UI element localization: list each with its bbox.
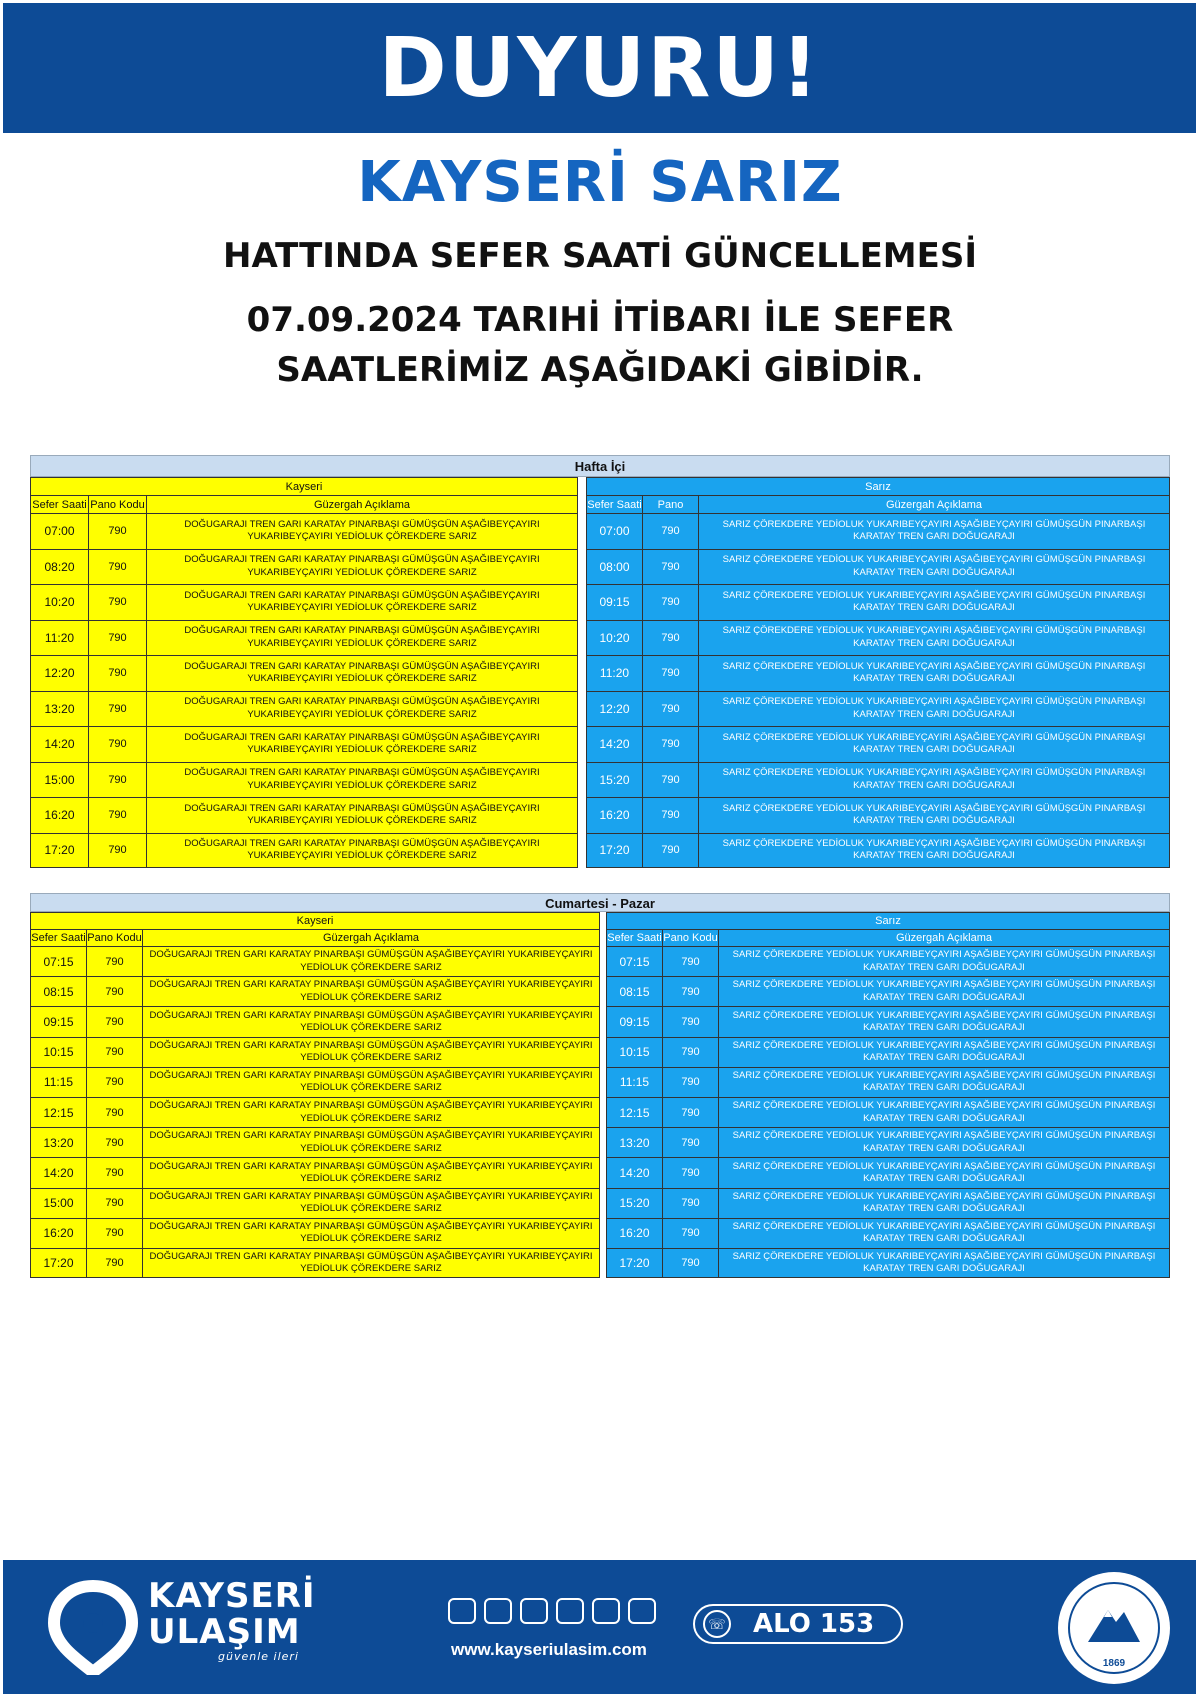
route-description: SARIZ ÇÖREKDERE YEDİOLUK YUKARIBEYÇAYIRI AŞAĞIBEYÇAYIRI GÜMÜŞGÜN PINARBAŞI KARATAY TREN GARI DOĞUGARAJI <box>722 802 1146 827</box>
header-sefer-saati: Sefer Saati <box>587 496 643 513</box>
departure-time: 14:20 <box>587 727 643 762</box>
weekend-kayseri-header-row <box>30 929 600 946</box>
departure-time: 13:20 <box>31 692 89 727</box>
departure-time: 12:20 <box>31 656 89 691</box>
mountain-icon <box>1086 1602 1142 1646</box>
departure-time: 09:15 <box>31 1007 87 1036</box>
schedule-row <box>30 1188 600 1218</box>
pano-code: 790 <box>89 692 147 727</box>
weekend-schedule-table <box>30 893 1170 1278</box>
pano-code: 790 <box>663 1038 719 1067</box>
departure-time: 09:15 <box>587 585 643 620</box>
departure-time: 15:20 <box>607 1189 663 1218</box>
pano-code: 790 <box>663 1007 719 1036</box>
pano-code: 790 <box>87 1038 143 1067</box>
taxi-icon <box>628 1598 656 1624</box>
departure-time: 10:15 <box>607 1038 663 1067</box>
route-description: SARIZ ÇÖREKDERE YEDİOLUK YUKARIBEYÇAYIRI AŞAĞIBEYÇAYIRI GÜMÜŞGÜN PINARBAŞI KARATAY TREN GARI DOĞUGARAJI <box>732 949 1156 973</box>
pano-code: 790 <box>643 585 699 620</box>
pano-code: 790 <box>89 550 147 585</box>
header-guzergah: Güzergah Açıklama <box>323 932 419 944</box>
departure-time: 11:20 <box>587 656 643 691</box>
announcement-banner <box>3 3 1196 133</box>
pano-code: 790 <box>87 1219 143 1248</box>
route-description: DOĞUGARAJI TREN GARI KARATAY PINARBAŞI GÜMÜŞGÜN AŞAĞIBEYÇAYIRI YUKARIBEYÇAYIRI YEDİOLUK ÇÖREKDERE SARIZ <box>184 518 540 543</box>
headline-line-3: SAATLERİMİZ AŞAĞIDAKİ GİBİDİR. <box>276 350 924 390</box>
departure-time: 10:20 <box>31 585 89 620</box>
header-sefer-saati: Sefer Saati <box>31 496 89 513</box>
departure-time: 16:20 <box>587 798 643 833</box>
departure-time: 13:20 <box>31 1128 87 1157</box>
pano-code: 790 <box>89 798 147 833</box>
schedule-row <box>586 655 1170 691</box>
pano-code: 790 <box>663 1158 719 1187</box>
departure-time: 07:15 <box>607 947 663 976</box>
departure-time: 11:15 <box>31 1068 87 1097</box>
route-description: SARIZ ÇÖREKDERE YEDİOLUK YUKARIBEYÇAYIRI AŞAĞIBEYÇAYIRI GÜMÜŞGÜN PINARBAŞI KARATAY TREN GARI DOĞUGARAJI <box>732 1130 1156 1154</box>
kayseri-ulasim-logo-icon <box>48 1580 138 1675</box>
departure-time: 08:15 <box>31 977 87 1006</box>
schedule-row <box>30 655 578 691</box>
route-description: DOĞUGARAJI TREN GARI KARATAY PINARBAŞI GÜMÜŞGÜN AŞAĞIBEYÇAYIRI YUKARIBEYÇAYIRI YEDİOLUK ÇÖREKDERE SARIZ <box>184 802 540 827</box>
route-description: DOĞUGARAJI TREN GARI KARATAY PINARBAŞI GÜMÜŞGÜN AŞAĞIBEYÇAYIRI YUKARIBEYÇAYIRI YEDİOLUK ÇÖREKDERE SARIZ <box>184 589 540 614</box>
route-description: DOĞUGARAJI TREN GARI KARATAY PINARBAŞI GÜMÜŞGÜN AŞAĞIBEYÇAYIRI YUKARIBEYÇAYIRI YEDİOLUK ÇÖREKDERE SARIZ <box>184 731 540 756</box>
schedule-row <box>606 1248 1170 1278</box>
route-description: SARIZ ÇÖREKDERE YEDİOLUK YUKARIBEYÇAYIRI AŞAĞIBEYÇAYIRI GÜMÜŞGÜN PINARBAŞI KARATAY TREN GARI DOĞUGARAJI <box>722 589 1146 614</box>
route-title: KAYSERİ SARIZ <box>357 150 843 215</box>
schedule-row <box>30 691 578 727</box>
weekday-sariz-side <box>586 477 1170 868</box>
route-description: SARIZ ÇÖREKDERE YEDİOLUK YUKARIBEYÇAYIRI AŞAĞIBEYÇAYIRI GÜMÜŞGÜN PINARBAŞI KARATAY TREN GARI DOĞUGARAJI <box>732 1100 1156 1124</box>
pano-code: 790 <box>663 1249 719 1277</box>
schedule-row <box>606 1218 1170 1248</box>
departure-time: 16:20 <box>607 1219 663 1248</box>
schedule-row <box>586 833 1170 869</box>
pano-code: 790 <box>87 1098 143 1127</box>
bus-icon <box>484 1598 512 1624</box>
schedule-row <box>30 1006 600 1036</box>
schedule-row <box>30 1037 600 1067</box>
route-description: SARIZ ÇÖREKDERE YEDİOLUK YUKARIBEYÇAYIRI AŞAĞIBEYÇAYIRI GÜMÜŞGÜN PINARBAŞI KARATAY TREN GARI DOĞUGARAJI <box>732 1250 1156 1274</box>
departure-time: 14:20 <box>607 1158 663 1187</box>
pano-code: 790 <box>663 1098 719 1127</box>
schedule-row <box>30 549 578 585</box>
schedule-row <box>30 584 578 620</box>
schedule-row <box>30 833 578 869</box>
route-description: DOĞUGARAJI TREN GARI KARATAY PINARBAŞI GÜMÜŞGÜN AŞAĞIBEYÇAYIRI YUKARIBEYÇAYIRI YEDİOLUK ÇÖREKDERE SARIZ <box>149 1039 593 1064</box>
route-description: SARIZ ÇÖREKDERE YEDİOLUK YUKARIBEYÇAYIRI AŞAĞIBEYÇAYIRI GÜMÜŞGÜN PINARBAŞI KARATAY TREN GARI DOĞUGARAJI <box>722 696 1146 720</box>
pano-code: 790 <box>89 727 147 762</box>
car-icon <box>556 1598 584 1624</box>
route-description: SARIZ ÇÖREKDERE YEDİOLUK YUKARIBEYÇAYIRI AŞAĞIBEYÇAYIRI GÜMÜŞGÜN PINARBAŞI KARATAY TREN GARI DOĞUGARAJI <box>722 837 1146 862</box>
schedule-row <box>606 1157 1170 1187</box>
schedule-row <box>30 1097 600 1127</box>
municipality-seal-logo <box>1058 1572 1170 1684</box>
departure-time: 12:20 <box>587 692 643 727</box>
pano-code: 790 <box>89 834 147 868</box>
route-description: DOĞUGARAJI TREN GARI KARATAY PINARBAŞI GÜMÜŞGÜN AŞAĞIBEYÇAYIRI YUKARIBEYÇAYIRI YEDİOLUK ÇÖREKDERE SARIZ <box>184 767 540 791</box>
schedule-row <box>30 513 578 549</box>
pano-code: 790 <box>643 727 699 762</box>
route-description: DOĞUGARAJI TREN GARI KARATAY PINARBAŞI GÜMÜŞGÜN AŞAĞIBEYÇAYIRI YUKARIBEYÇAYIRI YEDİOLUK ÇÖREKDERE SARIZ <box>149 1190 593 1215</box>
pano-code: 790 <box>87 1158 143 1187</box>
route-description: SARIZ ÇÖREKDERE YEDİOLUK YUKARIBEYÇAYIRI AŞAĞIBEYÇAYIRI GÜMÜŞGÜN PINARBAŞI KARATAY TREN GARI DOĞUGARAJI <box>732 1009 1156 1033</box>
pano-code: 790 <box>89 656 147 691</box>
route-description: SARIZ ÇÖREKDERE YEDİOLUK YUKARIBEYÇAYIRI AŞAĞIBEYÇAYIRI GÜMÜŞGÜN PINARBAŞI KARATAY TREN GARI DOĞUGARAJI <box>732 979 1156 1003</box>
brand-block <box>148 1578 316 1663</box>
departure-time: 07:15 <box>31 947 87 976</box>
brand-line-1: KAYSERİ <box>148 1576 316 1616</box>
departure-time: 17:20 <box>31 834 89 868</box>
header-pano-kodu: Pano Kodu <box>663 932 718 944</box>
schedule-row <box>586 691 1170 727</box>
pano-code: 790 <box>87 947 143 976</box>
pano-code: 790 <box>89 514 147 549</box>
weekend-sariz-header-row <box>606 929 1170 946</box>
schedule-row <box>586 726 1170 762</box>
departure-time: 14:20 <box>31 727 89 762</box>
schedule-row <box>30 762 578 798</box>
pano-code: 790 <box>643 514 699 549</box>
schedule-row <box>586 549 1170 585</box>
headline-line-1: HATTINDA SEFER SAATİ GÜNCELLEMESİ <box>222 236 977 276</box>
weekday-kayseri-side <box>30 477 578 868</box>
schedule-row <box>30 1248 600 1278</box>
schedule-row <box>30 797 578 833</box>
schedule-row <box>586 762 1170 798</box>
departure-time: 11:15 <box>607 1068 663 1097</box>
departure-time: 17:20 <box>607 1249 663 1277</box>
pano-code: 790 <box>87 1068 143 1097</box>
schedule-row <box>30 1218 600 1248</box>
weekday-title: Hafta İçi <box>30 455 1170 477</box>
pano-code: 790 <box>643 621 699 656</box>
route-description: DOĞUGARAJI TREN GARI KARATAY PINARBAŞI GÜMÜŞGÜN AŞAĞIBEYÇAYIRI YUKARIBEYÇAYIRI YEDİOLUK ÇÖREKDERE SARIZ <box>149 1009 593 1033</box>
departure-time: 10:20 <box>587 621 643 656</box>
website-link[interactable]: www.kayseriulasim.com <box>451 1640 647 1659</box>
route-description: DOĞUGARAJI TREN GARI KARATAY PINARBAŞI GÜMÜŞGÜN AŞAĞIBEYÇAYIRI YUKARIBEYÇAYIRI YEDİOLUK ÇÖREKDERE SARIZ <box>184 837 540 862</box>
pano-code: 790 <box>87 1249 143 1277</box>
seal-year: 1869 <box>1102 1658 1126 1669</box>
route-description: DOĞUGARAJI TREN GARI KARATAY PINARBAŞI GÜMÜŞGÜN AŞAĞIBEYÇAYIRI YUKARIBEYÇAYIRI YEDİOLUK ÇÖREKDERE SARIZ <box>149 949 593 973</box>
pano-code: 790 <box>663 1189 719 1218</box>
tram-icon <box>448 1598 476 1624</box>
route-description: DOĞUGARAJI TREN GARI KARATAY PINARBAŞI GÜMÜŞGÜN AŞAĞIBEYÇAYIRI YUKARIBEYÇAYIRI YEDİOLUK ÇÖREKDERE SARIZ <box>149 1070 593 1094</box>
pano-code: 790 <box>663 977 719 1006</box>
pano-code: 790 <box>643 834 699 868</box>
pano-code: 790 <box>643 798 699 833</box>
header-guzergah: Güzergah Açıklama <box>896 932 992 944</box>
pano-code: 790 <box>87 1128 143 1157</box>
weekend-sariz-side <box>606 912 1170 1278</box>
departure-time: 12:15 <box>607 1098 663 1127</box>
header-sefer-saati: Sefer Saati <box>607 932 662 944</box>
schedule-row <box>30 1067 600 1097</box>
weekend-kayseri-side <box>30 912 600 1278</box>
header-guzergah: Güzergah Açıklama <box>314 498 410 511</box>
departure-time: 17:20 <box>587 834 643 868</box>
announcement-title: DUYURU! <box>378 20 821 116</box>
departure-time: 15:20 <box>587 763 643 798</box>
route-description: SARIZ ÇÖREKDERE YEDİOLUK YUKARIBEYÇAYIRI AŞAĞIBEYÇAYIRI GÜMÜŞGÜN PINARBAŞI KARATAY TREN GARI DOĞUGARAJI <box>732 1070 1156 1094</box>
route-description: DOĞUGARAJI TREN GARI KARATAY PINARBAŞI GÜMÜŞGÜN AŞAĞIBEYÇAYIRI YUKARIBEYÇAYIRI YEDİOLUK ÇÖREKDERE SARIZ <box>184 554 540 578</box>
pano-code: 790 <box>87 1007 143 1036</box>
phone-icon: ☏ <box>703 1610 731 1638</box>
departure-time: 09:15 <box>607 1007 663 1036</box>
schedule-row <box>30 1157 600 1187</box>
transport-icons <box>448 1598 656 1624</box>
pano-code: 790 <box>663 1068 719 1097</box>
route-description: SARIZ ÇÖREKDERE YEDİOLUK YUKARIBEYÇAYIRI AŞAĞIBEYÇAYIRI GÜMÜŞGÜN PINARBAŞI KARATAY TREN GARI DOĞUGARAJI <box>732 1190 1156 1215</box>
header-sefer-saati: Sefer Saati <box>31 932 86 944</box>
weekend-sariz-name: Sarız <box>606 912 1170 929</box>
schedule-row <box>586 797 1170 833</box>
header-pano-kodu: Pano Kodu <box>87 932 142 944</box>
pano-code: 790 <box>87 977 143 1006</box>
pano-code: 790 <box>643 550 699 585</box>
schedule-row <box>30 946 600 976</box>
pano-code: 790 <box>89 585 147 620</box>
pano-code: 790 <box>643 692 699 727</box>
departure-time: 08:00 <box>587 550 643 585</box>
headline-line-2: 07.09.2024 TARIHİ İTİBARI İLE SEFER <box>246 300 954 340</box>
departure-time: 15:00 <box>31 763 89 798</box>
pano-code: 790 <box>89 763 147 798</box>
schedule-row <box>606 1037 1170 1067</box>
pano-code: 790 <box>87 1189 143 1218</box>
route-description: DOĞUGARAJI TREN GARI KARATAY PINARBAŞI GÜMÜŞGÜN AŞAĞIBEYÇAYIRI YUKARIBEYÇAYIRI YEDİOLUK ÇÖREKDERE SARIZ <box>184 696 540 720</box>
schedule-row <box>586 513 1170 549</box>
schedule-row <box>30 726 578 762</box>
departure-time: 12:15 <box>31 1098 87 1127</box>
header-pano-kodu: Pano Kodu <box>89 496 147 513</box>
brand-slogan: güvenle ileri <box>218 1650 299 1663</box>
schedule-row <box>606 1067 1170 1097</box>
pano-code: 790 <box>643 763 699 798</box>
departure-time: 10:15 <box>31 1038 87 1067</box>
pano-code: 790 <box>663 947 719 976</box>
route-description: DOĞUGARAJI TREN GARI KARATAY PINARBAŞI GÜMÜŞGÜN AŞAĞIBEYÇAYIRI YUKARIBEYÇAYIRI YEDİOLUK ÇÖREKDERE SARIZ <box>149 1250 593 1274</box>
schedule-row <box>586 584 1170 620</box>
route-description: SARIZ ÇÖREKDERE YEDİOLUK YUKARIBEYÇAYIRI AŞAĞIBEYÇAYIRI GÜMÜŞGÜN PINARBAŞI KARATAY TREN GARI DOĞUGARAJI <box>732 1039 1156 1064</box>
weekday-kayseri-header-row <box>30 495 578 513</box>
route-description: SARIZ ÇÖREKDERE YEDİOLUK YUKARIBEYÇAYIRI AŞAĞIBEYÇAYIRI GÜMÜŞGÜN PINARBAŞI KARATAY TREN GARI DOĞUGARAJI <box>722 518 1146 543</box>
departure-time: 11:20 <box>31 621 89 656</box>
schedule-row <box>606 1127 1170 1157</box>
departure-time: 08:15 <box>607 977 663 1006</box>
hotline-badge[interactable] <box>693 1604 903 1644</box>
route-description: DOĞUGARAJI TREN GARI KARATAY PINARBAŞI GÜMÜŞGÜN AŞAĞIBEYÇAYIRI YUKARIBEYÇAYIRI YEDİOLUK ÇÖREKDERE SARIZ <box>149 1130 593 1154</box>
pano-code: 790 <box>663 1128 719 1157</box>
route-description: DOĞUGARAJI TREN GARI KARATAY PINARBAŞI GÜMÜŞGÜN AŞAĞIBEYÇAYIRI YUKARIBEYÇAYIRI YEDİOLUK ÇÖREKDERE SARIZ <box>184 660 540 685</box>
weekday-schedule-table <box>30 455 1170 868</box>
route-description: DOĞUGARAJI TREN GARI KARATAY PINARBAŞI GÜMÜŞGÜN AŞAĞIBEYÇAYIRI YUKARIBEYÇAYIRI YEDİOLUK ÇÖREKDERE SARIZ <box>149 1220 593 1245</box>
route-description: DOĞUGARAJI TREN GARI KARATAY PINARBAŞI GÜMÜŞGÜN AŞAĞIBEYÇAYIRI YUKARIBEYÇAYIRI YEDİOLUK ÇÖREKDERE SARIZ <box>149 979 593 1003</box>
pano-code: 790 <box>89 621 147 656</box>
departure-time: 14:20 <box>31 1158 87 1187</box>
route-description: SARIZ ÇÖREKDERE YEDİOLUK YUKARIBEYÇAYIRI AŞAĞIBEYÇAYIRI GÜMÜŞGÜN PINARBAŞI KARATAY TREN GARI DOĞUGARAJI <box>722 554 1146 578</box>
brand-line-2: ULAŞIM <box>148 1612 301 1652</box>
hotline-number: ALO 153 <box>753 1609 875 1639</box>
header-pano: Pano <box>643 496 699 513</box>
route-description: SARIZ ÇÖREKDERE YEDİOLUK YUKARIBEYÇAYIRI AŞAĞIBEYÇAYIRI GÜMÜŞGÜN PINARBAŞI KARATAY TREN GARI DOĞUGARAJI <box>732 1160 1156 1184</box>
route-description: SARIZ ÇÖREKDERE YEDİOLUK YUKARIBEYÇAYIRI AŞAĞIBEYÇAYIRI GÜMÜŞGÜN PINARBAŞI KARATAY TREN GARI DOĞUGARAJI <box>722 767 1146 791</box>
route-description: DOĞUGARAJI TREN GARI KARATAY PINARBAŞI GÜMÜŞGÜN AŞAĞIBEYÇAYIRI YUKARIBEYÇAYIRI YEDİOLUK ÇÖREKDERE SARIZ <box>149 1100 593 1124</box>
route-description: SARIZ ÇÖREKDERE YEDİOLUK YUKARIBEYÇAYIRI AŞAĞIBEYÇAYIRI GÜMÜŞGÜN PINARBAŞI KARATAY TREN GARI DOĞUGARAJI <box>722 731 1146 756</box>
weekday-sariz-name: Sarız <box>586 477 1170 495</box>
departure-time: 13:20 <box>607 1128 663 1157</box>
weekend-title: Cumartesi - Pazar <box>30 893 1170 912</box>
schedule-row <box>606 1097 1170 1127</box>
schedule-row <box>30 620 578 656</box>
pano-code: 790 <box>643 656 699 691</box>
schedule-row <box>586 620 1170 656</box>
route-description: SARIZ ÇÖREKDERE YEDİOLUK YUKARIBEYÇAYIRI AŞAĞIBEYÇAYIRI GÜMÜŞGÜN PINARBAŞI KARATAY TREN GARI DOĞUGARAJI <box>732 1220 1156 1245</box>
route-description: SARIZ ÇÖREKDERE YEDİOLUK YUKARIBEYÇAYIRI AŞAĞIBEYÇAYIRI GÜMÜŞGÜN PINARBAŞI KARATAY TREN GARI DOĞUGARAJI <box>722 625 1146 649</box>
footer-banner <box>3 1560 1196 1694</box>
header-guzergah: Güzergah Açıklama <box>886 498 982 511</box>
weekday-sariz-header-row <box>586 495 1170 513</box>
bicycle-icon <box>592 1598 620 1624</box>
schedule-row <box>30 976 600 1006</box>
route-description: DOĞUGARAJI TREN GARI KARATAY PINARBAŞI GÜMÜŞGÜN AŞAĞIBEYÇAYIRI YUKARIBEYÇAYIRI YEDİOLUK ÇÖREKDERE SARIZ <box>184 625 540 649</box>
schedule-row <box>606 1188 1170 1218</box>
schedule-row <box>606 1006 1170 1036</box>
bus-icon <box>520 1598 548 1624</box>
schedule-row <box>30 1127 600 1157</box>
schedule-row <box>606 946 1170 976</box>
departure-time: 16:20 <box>31 1219 87 1248</box>
departure-time: 17:20 <box>31 1249 87 1277</box>
pano-code: 790 <box>663 1219 719 1248</box>
departure-time: 07:00 <box>31 514 89 549</box>
departure-time: 07:00 <box>587 514 643 549</box>
schedule-row <box>606 976 1170 1006</box>
departure-time: 16:20 <box>31 798 89 833</box>
weekday-kayseri-name: Kayseri <box>30 477 578 495</box>
departure-time: 08:20 <box>31 550 89 585</box>
departure-time: 15:00 <box>31 1189 87 1218</box>
weekend-kayseri-name: Kayseri <box>30 912 600 929</box>
route-description: SARIZ ÇÖREKDERE YEDİOLUK YUKARIBEYÇAYIRI AŞAĞIBEYÇAYIRI GÜMÜŞGÜN PINARBAŞI KARATAY TREN GARI DOĞUGARAJI <box>722 660 1146 685</box>
route-description: DOĞUGARAJI TREN GARI KARATAY PINARBAŞI GÜMÜŞGÜN AŞAĞIBEYÇAYIRI YUKARIBEYÇAYIRI YEDİOLUK ÇÖREKDERE SARIZ <box>149 1160 593 1184</box>
